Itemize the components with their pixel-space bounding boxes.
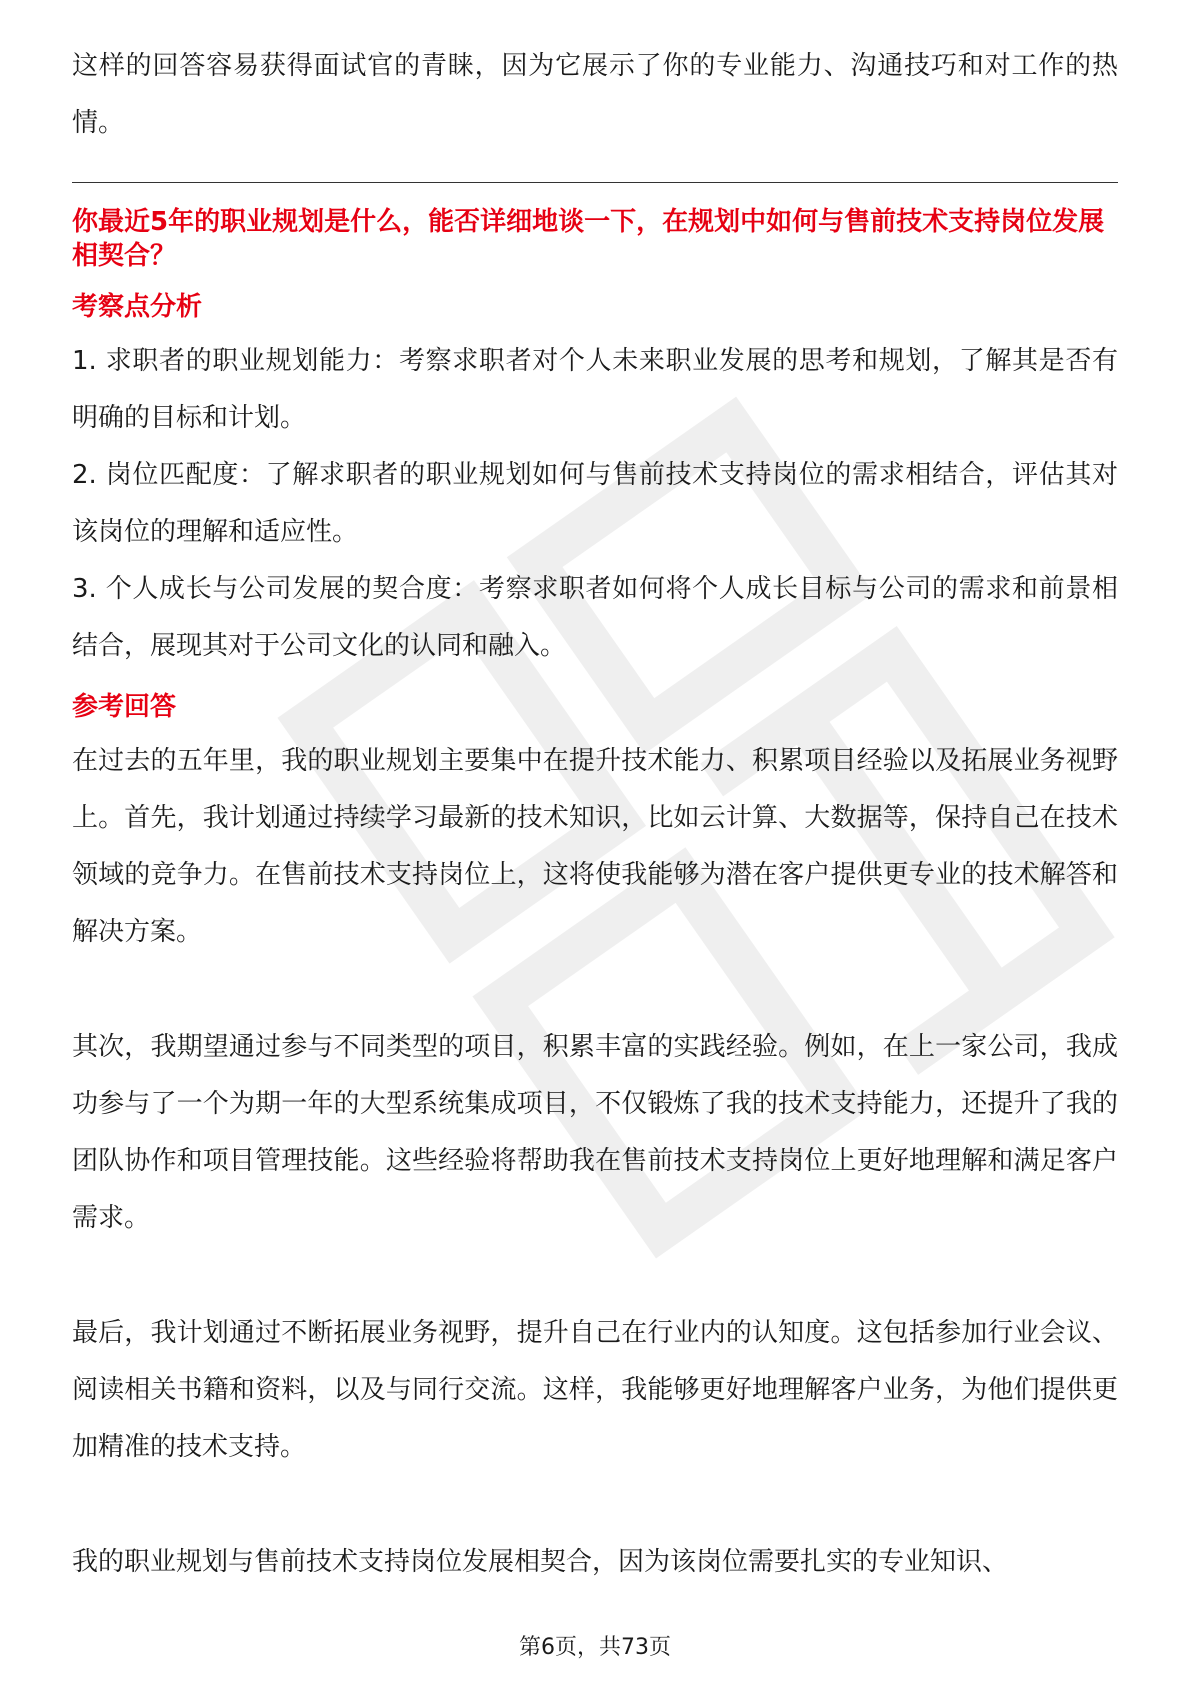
analysis-item: 3. 个人成长与公司发展的契合度：考察求职者如何将个人成长目标与公司的需求和前景相结合，展现其对于公司文化的认同和融入。 [72, 574, 1118, 661]
analysis-heading: 考察点分析 [72, 292, 203, 322]
interview-question: 你最近5年的职业规划是什么，能否详细地谈一下，在规划中如何与售前技术支持岗位发展相契合？ [72, 207, 1105, 271]
analysis-item: 2. 岗位匹配度：了解求职者的职业规划如何与售前技术支持岗位的需求相结合，评估其对该岗位的理解和适应性。 [72, 460, 1118, 547]
document-page [72, 38, 1118, 1591]
section-divider [72, 182, 1118, 183]
page-number: 第6页，共73页 [519, 1635, 671, 1660]
answer-paragraph: 在过去的五年里，我的职业规划主要集中在提升技术能力、积累项目经验以及拓展业务视野上。首先，我计划通过持续学习最新的技术知识，比如云计算、大数据等，保持自己在技术领域的竞争力。在售前技术支持岗位上，这将使我能够为潜在客户提供更专业的技术解答和解决方案。 [72, 746, 1118, 947]
intro-continuation: 这样的回答容易获得面试官的青睐，因为它展示了你的专业能力、沟通技巧和对工作的热情。 [72, 51, 1118, 138]
answer-heading: 参考回答 [72, 692, 177, 722]
paragraph-gap [72, 1476, 1118, 1534]
answer-paragraph: 其次，我期望通过参与不同类型的项目，积累丰富的实践经验。例如，在上一家公司，我成功参与了一个为期一年的大型系统集成项目，不仅锻炼了我的技术支持能力，还提升了我的团队协作和项目管理技能。这些经验将帮助我在售前技术支持岗位上更好地理解和满足客户需求。 [72, 1032, 1118, 1233]
answer-paragraph: 我的职业规划与售前技术支持岗位发展相契合，因为该岗位需要扎实的专业知识、 [72, 1547, 1009, 1577]
paragraph-gap [72, 961, 1118, 1019]
answer-paragraph: 最后，我计划通过不断拓展业务视野，提升自己在行业内的认知度。这包括参加行业会议、阅读相关书籍和资料，以及与同行交流。这样，我能够更好地理解客户业务，为他们提供更加精准的技术支持。 [72, 1318, 1118, 1462]
paragraph-gap [72, 1247, 1118, 1305]
analysis-item: 1. 求职者的职业规划能力：考察求职者对个人未来职业发展的思考和规划，了解其是否有明确的目标和计划。 [72, 346, 1118, 433]
